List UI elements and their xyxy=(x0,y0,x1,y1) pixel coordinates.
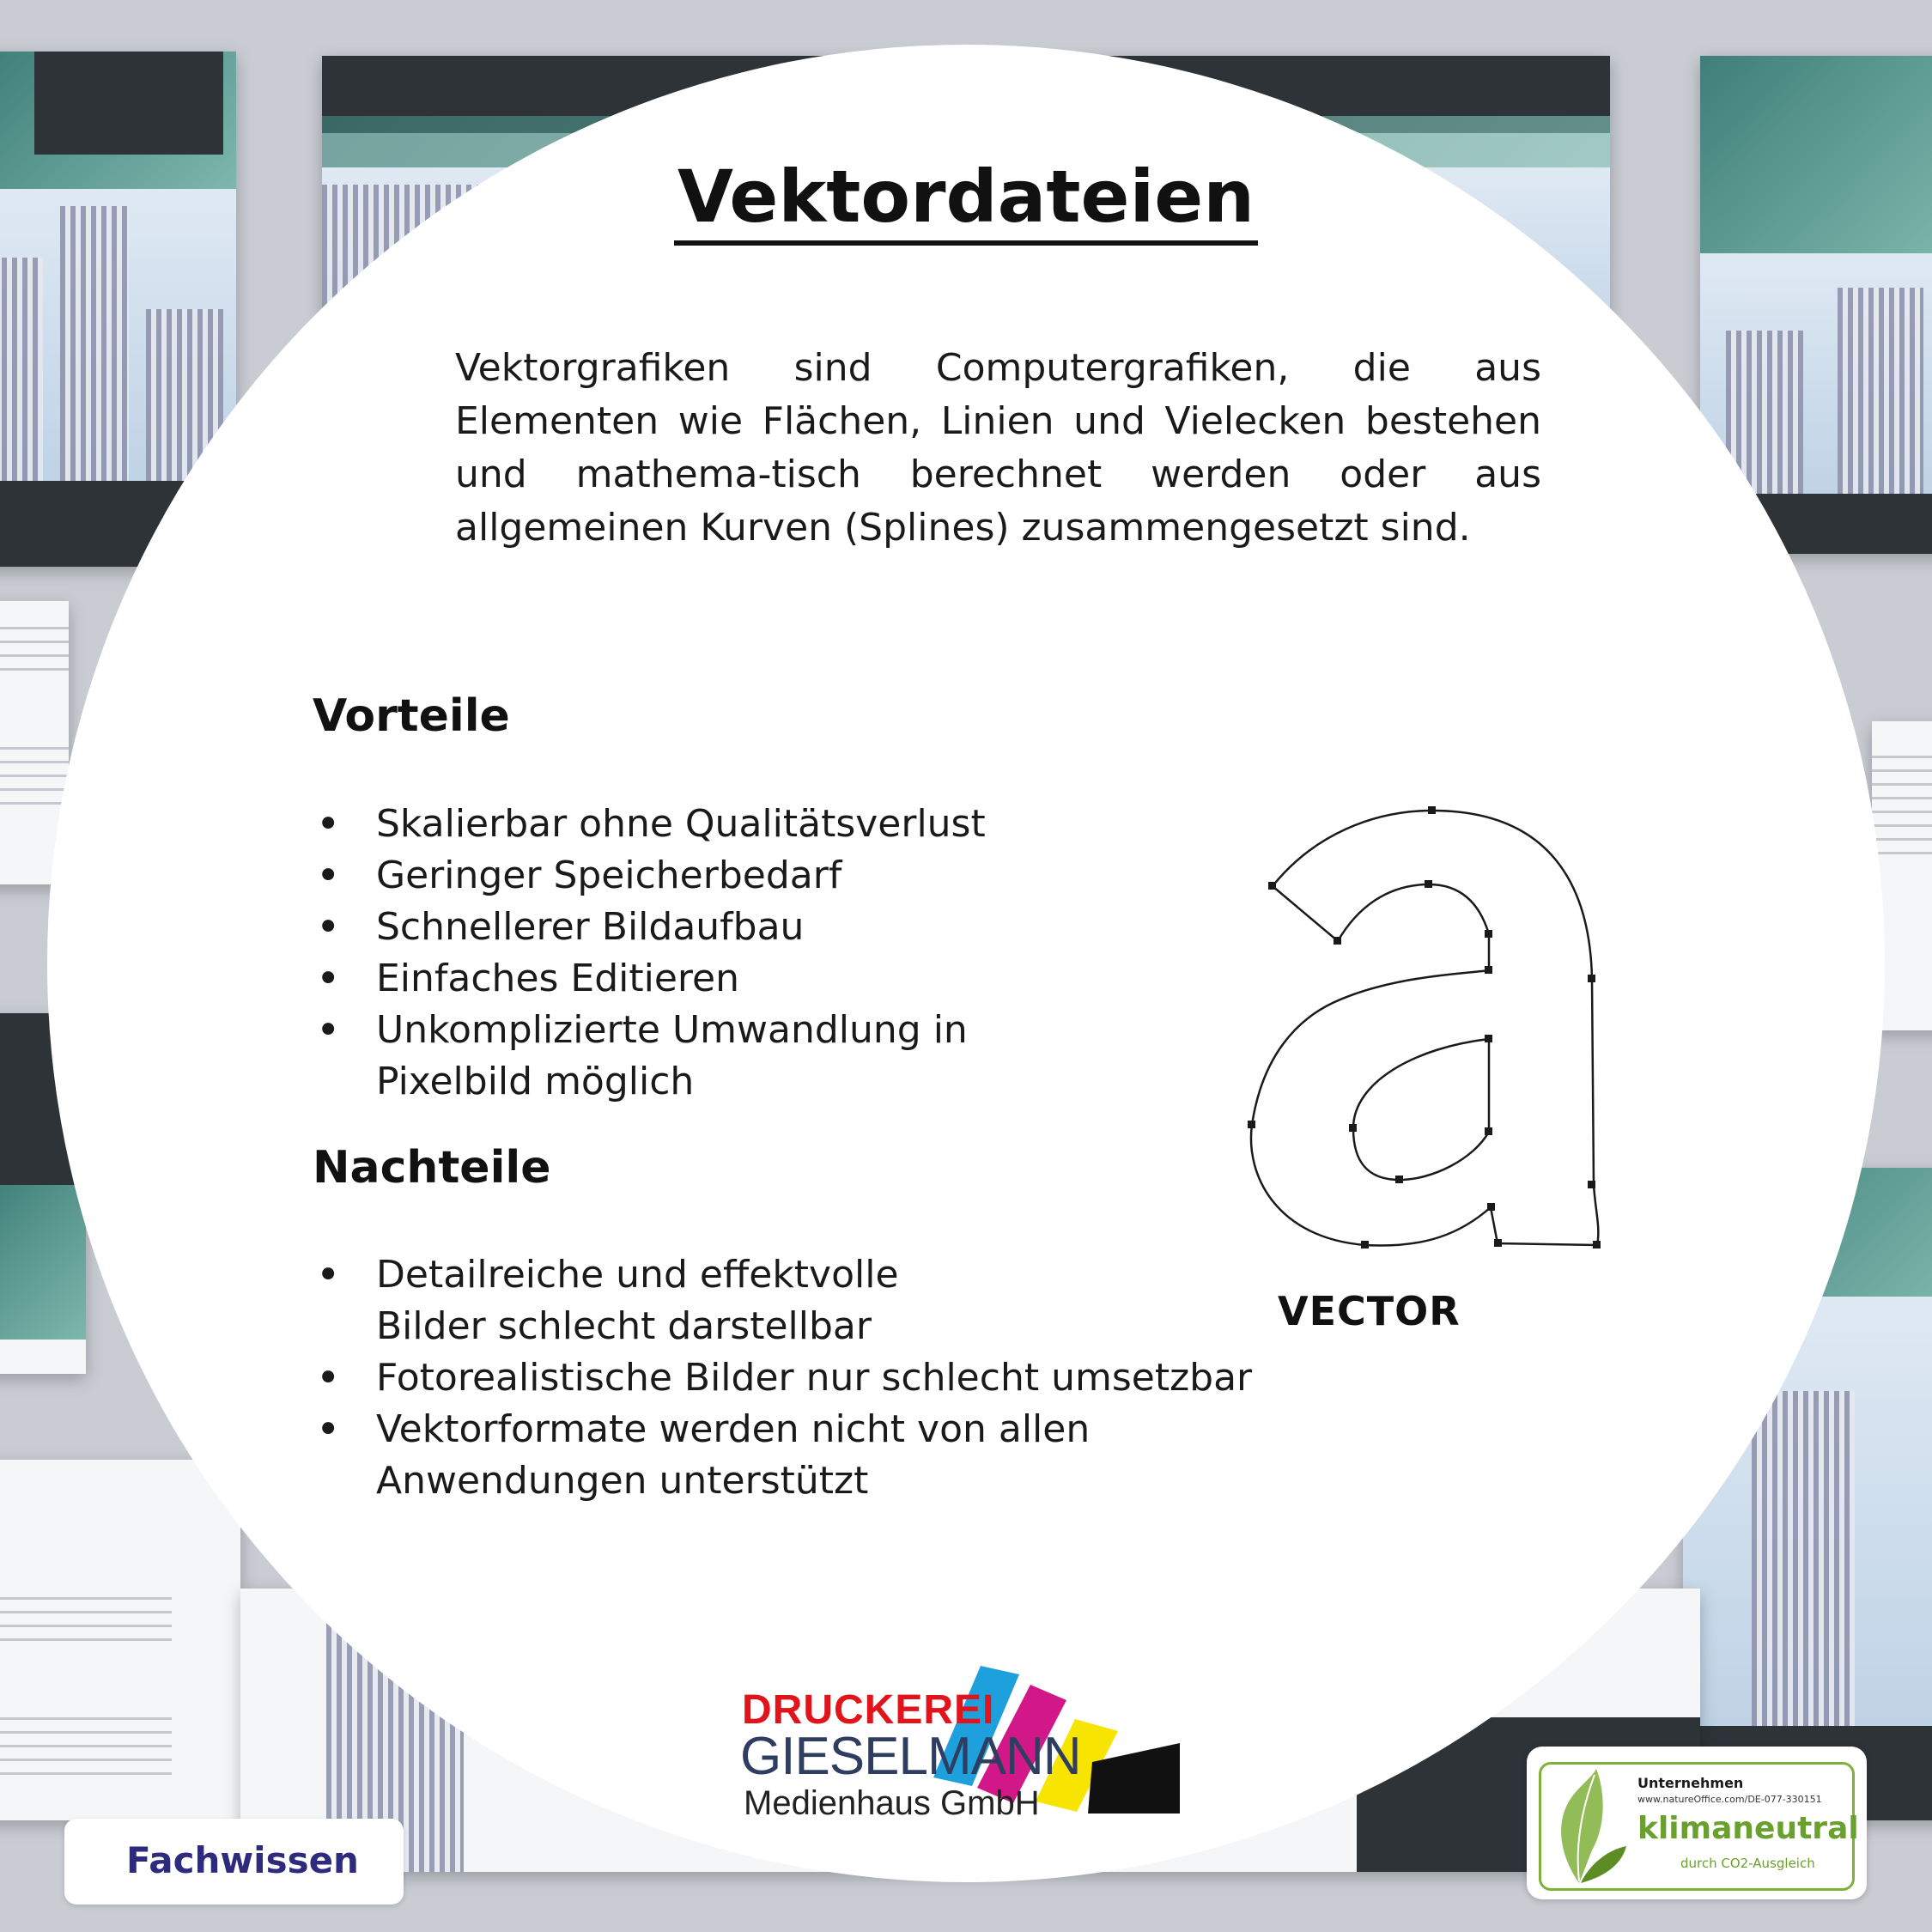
page-title xyxy=(0,155,1932,239)
logo-line3: Medienhaus GmbH xyxy=(744,1784,1040,1822)
brochure-sheet xyxy=(0,1460,240,1820)
list-item: • Unkomplizierte Umwandlung in Pixelbild möglich xyxy=(313,1005,977,1108)
leaf-icon xyxy=(1545,1765,1631,1885)
list-item: • Vektorformate werden nicht von allen Anwendungen unterstützt xyxy=(313,1404,1132,1507)
klima-line2: www.natureOffice.com/DE-077-330151 xyxy=(1637,1794,1822,1805)
klima-line4: durch CO2-Ausgleich xyxy=(1680,1856,1815,1871)
anchor-points xyxy=(1248,806,1601,1249)
list-item: • Skalierbar ohne Qualitätsverlust xyxy=(313,799,1085,850)
klima-line1: Unternehmen xyxy=(1637,1775,1744,1791)
disadvantages-heading: Nachteile xyxy=(313,1142,551,1194)
advantages-heading: Vorteile xyxy=(313,690,510,742)
klimaneutral-frame xyxy=(1539,1762,1859,1891)
klimaneutral-seal xyxy=(1527,1747,1867,1899)
logo-line2: GIESELMANN xyxy=(740,1727,1081,1786)
vector-letter-a-illustration xyxy=(1236,799,1623,1262)
vector-label: VECTOR xyxy=(1278,1288,1461,1334)
list-item: • Geringer Speicherbedarf xyxy=(313,850,1085,902)
page-title-text: Vektordateien xyxy=(674,155,1258,246)
logo-line1: DRUCKEREI xyxy=(742,1687,995,1733)
fachwissen-badge xyxy=(64,1819,404,1905)
fachwissen-label: Fachwissen xyxy=(126,1839,359,1881)
disadvantages-list xyxy=(313,1249,1257,1507)
klima-line3: klimaneutral xyxy=(1637,1811,1859,1846)
list-item: • Schnellerer Bildaufbau xyxy=(313,902,1085,953)
advantages-list xyxy=(313,799,1085,1108)
druckerei-gieselmann-logo xyxy=(740,1666,1187,1820)
list-item: • Fotorealistische Bilder nur schlecht umsetzbar xyxy=(313,1352,1257,1404)
list-item: • Detailreiche und effektvolle Bilder schlecht darstellbar xyxy=(313,1249,1012,1352)
list-item: • Einfaches Editieren xyxy=(313,953,1085,1005)
intro-paragraph: Vektorgrafiken sind Computergrafiken, die aus Elementen wie Flächen, Linien und Vielecken bestehen und mathema-tisch berechnet werden oder aus allgemeinen Kurven (Splines) zusammengesetzt sind. xyxy=(455,346,1541,550)
